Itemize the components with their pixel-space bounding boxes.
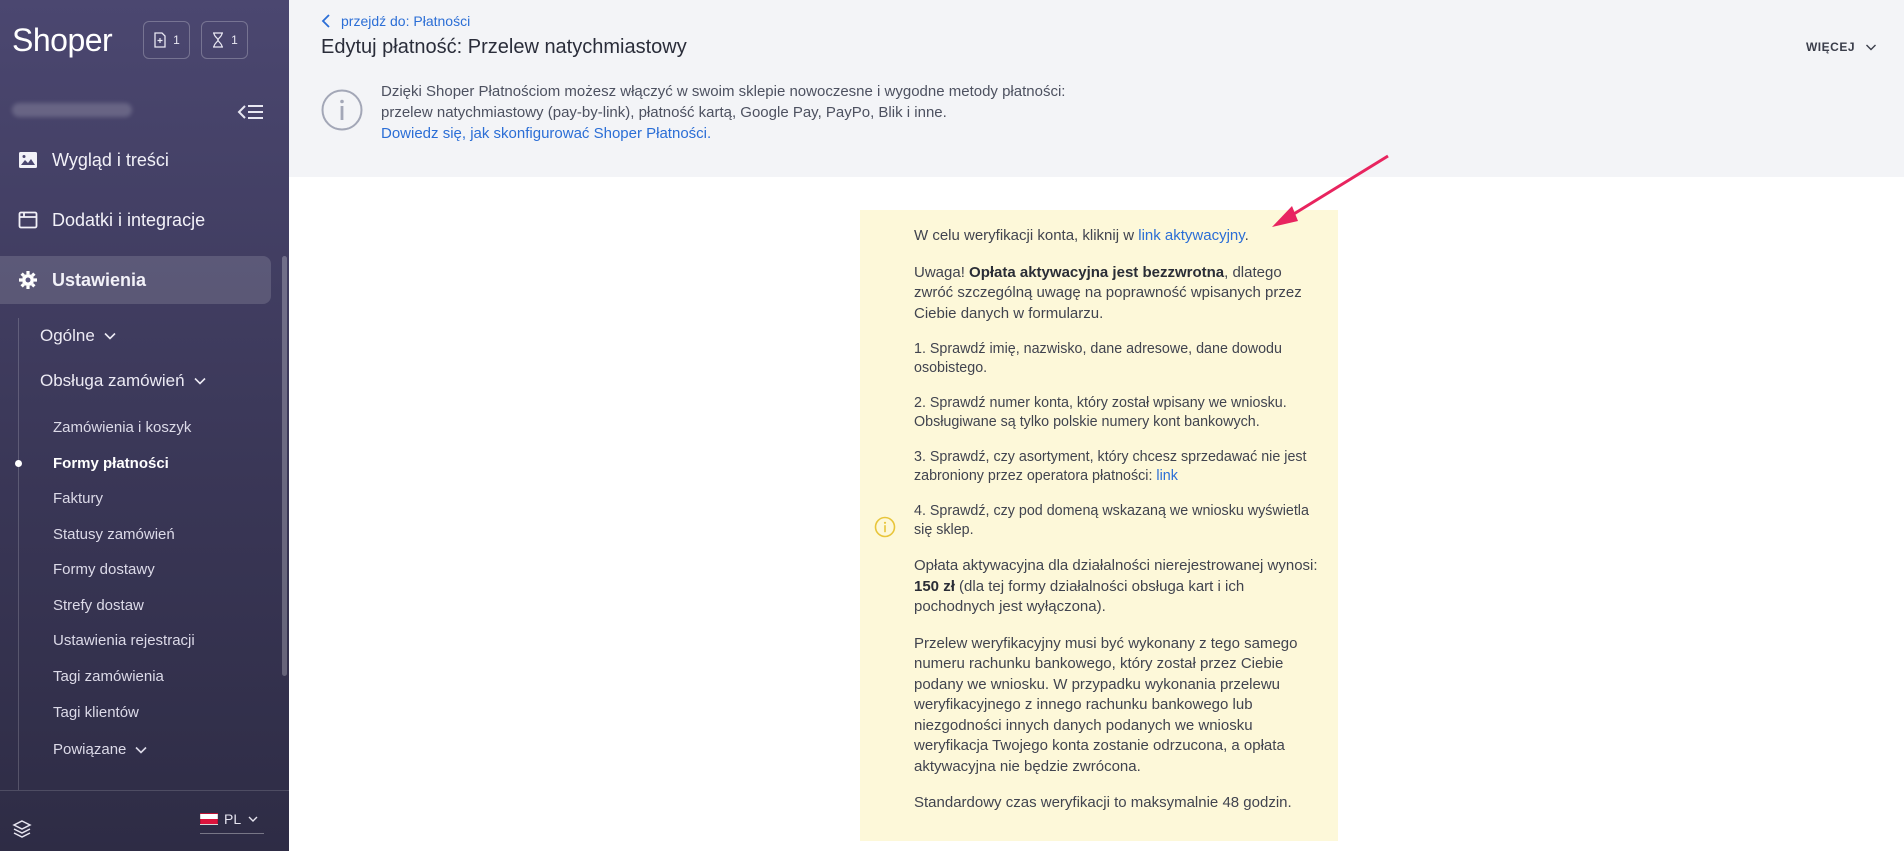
activation-paragraph xyxy=(914,226,1322,247)
more-menu-button[interactable] xyxy=(1806,40,1877,54)
page-header xyxy=(289,0,1904,177)
chevron-down-icon xyxy=(134,743,148,757)
bold-text: Opłata aktywacyjna jest bezzwrotna xyxy=(969,263,1225,281)
info-icon xyxy=(321,89,363,131)
fee-paragraph xyxy=(914,556,1322,618)
nav-ustawienia-rejestracji[interactable] xyxy=(53,632,195,649)
shoper-logo[interactable]: Shoper xyxy=(12,22,113,58)
step-2: 2. Sprawdź numer konta, który został wpisany we wniosku. Obsługiwane są tylko polskie numery kont bankowych. xyxy=(914,395,1287,430)
text: (dla tej formy działalności obsługa kart i ich pochodnych jest wyłączona). xyxy=(914,577,1245,615)
nav-obsluga-zamowien[interactable] xyxy=(40,371,207,391)
nav-tagi-klientow[interactable] xyxy=(53,704,139,721)
nav-item-label: Faktury xyxy=(53,490,104,507)
nav-formy-dostawy[interactable] xyxy=(53,561,155,578)
back-link[interactable] xyxy=(321,13,470,29)
nav-formy-platnosci[interactable] xyxy=(53,455,169,472)
info-line-2: przelew natychmiastowy (pay-by-link), płatność kartą, Google Pay, PayPo, Blik i inne. xyxy=(381,104,947,121)
language-code: PL xyxy=(224,811,242,827)
nav-label: Dodatki i integracje xyxy=(52,209,206,230)
nav-item-label: Strefy dostaw xyxy=(53,597,144,614)
nav-dodatki-i-integracje[interactable] xyxy=(0,196,271,244)
nav-item-label: Formy płatności xyxy=(53,455,169,472)
nav-statusy-zamowien[interactable] xyxy=(53,526,175,543)
hourglass-icon xyxy=(211,32,225,48)
nav-powiazane[interactable] xyxy=(53,741,148,758)
back-link-label: przejdź do: Płatności xyxy=(341,13,471,29)
pending-counter[interactable] xyxy=(201,21,248,59)
warning-paragraph xyxy=(914,263,1322,325)
nav-item-label: Tagi zamówienia xyxy=(53,668,164,685)
pending-count: 1 xyxy=(231,33,238,47)
time-paragraph: Standardowy czas weryfikacji to maksymalnie 48 godzin. xyxy=(914,794,1292,811)
step-3 xyxy=(914,448,1322,486)
nav-zamowienia-i-koszyk[interactable] xyxy=(53,419,191,436)
nav-faktury[interactable] xyxy=(53,490,103,507)
document-icon xyxy=(153,32,167,48)
nav-ustawienia[interactable] xyxy=(0,256,271,304)
more-label: WIĘCEJ xyxy=(1805,40,1855,54)
active-bullet xyxy=(15,460,22,467)
nav-item-label: Formy dostawy xyxy=(53,561,155,578)
image-icon xyxy=(18,150,38,170)
nav-sub-label: Obsługa zamówień xyxy=(40,371,185,390)
transfer-paragraph: Przelew weryfikacyjny musi być wykonany z tego samego numeru rachunku bankowego, który został przez Ciebie podany we wniosku. W przypadku wykonania przelewu weryfikacyjnego z innego rachunku bankowego lub niezgodności innych danych podanych we wniosku weryfikacja Twojego konta zostanie odrzucona, a opłata aktywacyjna nie będzie zwrócona. xyxy=(914,634,1298,775)
poland-flag-icon xyxy=(200,813,218,825)
text: 3. Sprawdź, czy asortyment, który chcesz sprzedawać nie jest zabroniony przez operatora płatności: xyxy=(914,449,1307,484)
text: W celu weryfikacji konta, kliknij w xyxy=(914,227,1139,244)
nav-label: Ustawienia xyxy=(52,269,147,290)
warning-info-icon xyxy=(874,516,896,538)
shoper-payments-config-link[interactable]: Dowiedz się, jak skonfigurować Shoper Płatności. xyxy=(381,125,712,142)
forbidden-products-link[interactable]: link xyxy=(1156,468,1178,484)
chevron-left-icon xyxy=(321,14,331,28)
gear-icon xyxy=(18,270,38,290)
nav-item-label: Powiązane xyxy=(53,741,127,758)
text: . xyxy=(1244,227,1249,244)
sidebar-footer xyxy=(0,790,289,851)
step-4: 4. Sprawdź, czy pod domeną wskazaną we wniosku wyświetla się sklep. xyxy=(914,503,1309,538)
chevron-down-icon xyxy=(103,329,117,343)
language-select[interactable] xyxy=(200,811,264,834)
documents-counter[interactable] xyxy=(143,21,190,59)
tree-line xyxy=(18,318,19,790)
fee-amount: 150 zł xyxy=(914,577,955,595)
nav-wyglad-i-tresci[interactable] xyxy=(0,136,271,184)
text: Uwaga! xyxy=(914,263,970,281)
verification-notice xyxy=(860,210,1338,841)
chevron-down-icon xyxy=(193,374,207,388)
nav-strefy-dostaw[interactable] xyxy=(53,597,144,614)
nav-sub-label: Ogólne xyxy=(40,326,95,345)
nav-item-label: Statusy zamówień xyxy=(53,526,175,543)
page-title: Edytuj płatność: Przelew natychmiastowy xyxy=(321,36,687,58)
nav-ogolne[interactable] xyxy=(40,326,117,346)
window-icon xyxy=(18,210,38,230)
info-line-1: Dzięki Shoper Płatnościom możesz włączyć w swoim sklepie nowoczesne i wygodne metody płatności: xyxy=(381,83,1066,100)
annotation-arrow-icon xyxy=(1262,150,1402,230)
text: , dlatego zwróć szczególną uwagę na poprawność wpisanych przez Ciebie danych w formularzu. xyxy=(914,263,1302,322)
sidebar-scrollbar[interactable] xyxy=(282,256,287,676)
nav-item-label: Ustawienia rejestracji xyxy=(53,632,195,649)
activation-link[interactable]: link aktywacyjny xyxy=(1138,227,1245,244)
collapse-sidebar-icon[interactable] xyxy=(236,100,266,124)
info-banner-text xyxy=(381,81,1065,144)
shop-name-blurred xyxy=(12,103,132,117)
documents-count: 1 xyxy=(173,33,180,47)
nav-item-label: Zamówienia i koszyk xyxy=(53,419,192,436)
text: Opłata aktywacyjna dla działalności nierejestrowanej wynosi: xyxy=(914,557,1318,574)
chevron-down-icon xyxy=(247,813,259,825)
nav-tagi-zamowienia[interactable] xyxy=(53,668,164,685)
nav-item-label: Tagi klientów xyxy=(53,704,139,721)
layers-icon[interactable] xyxy=(12,819,32,839)
notice-body xyxy=(914,226,1322,830)
sidebar xyxy=(0,0,289,851)
step-1: 1. Sprawdź imię, nazwisko, dane adresowe, dane dowodu osobistego. xyxy=(914,341,1282,376)
chevron-down-icon xyxy=(1865,41,1877,53)
nav-label: Wygląd i treści xyxy=(52,149,169,170)
